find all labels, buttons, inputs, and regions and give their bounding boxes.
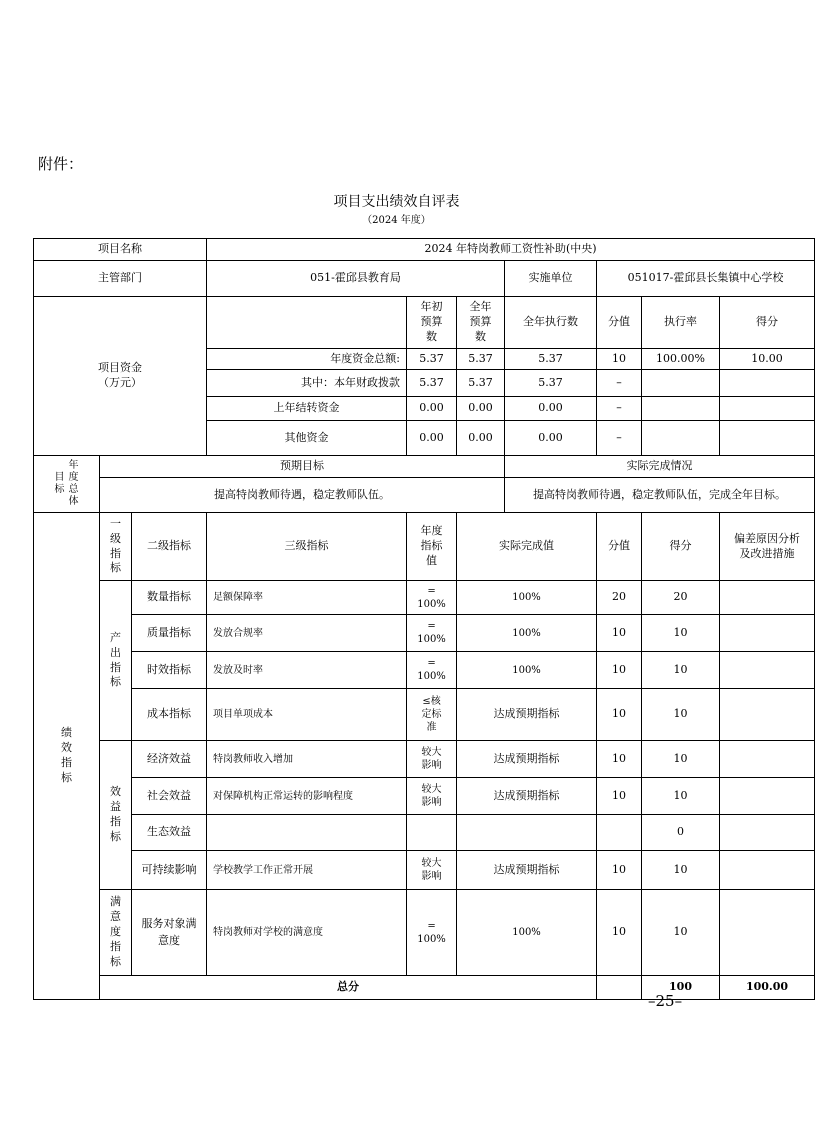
perf-row <box>34 851 815 890</box>
funds-row-score-val: – <box>597 397 642 421</box>
funds-row-full: 0.00 <box>457 397 505 421</box>
funds-row-init: 0.00 <box>407 397 457 421</box>
perf-score: 20 <box>642 581 720 615</box>
perf-l2: 服务对象满 意度 <box>132 890 207 976</box>
dept-row <box>34 261 815 297</box>
project-row <box>34 239 815 261</box>
perf-row <box>34 778 815 815</box>
project-label: 项目名称 <box>34 239 207 261</box>
perf-l2: 可持续影响 <box>132 851 207 890</box>
perf-score: 0 <box>642 815 720 851</box>
perf-group-output: 产 出 指 标 <box>100 581 132 741</box>
perf-score-val: 10 <box>597 890 642 976</box>
perf-l3: 学校教学工作正常开展 <box>207 851 407 890</box>
goal-content-row <box>34 478 815 513</box>
impl-label: 实施单位 <box>505 261 597 297</box>
perf-score-val: 10 <box>597 778 642 815</box>
perf-header-l1: 一 级 指 标 <box>100 513 132 581</box>
goal-actual-text: 提高特岗教师待遇，稳定教师队伍，完成全年目标。 <box>505 478 815 513</box>
funds-label: 项目资金 （万元） <box>34 297 207 456</box>
funds-row-rate <box>642 397 720 421</box>
funds-row-score <box>720 397 815 421</box>
perf-target: 较大 影响 <box>407 741 457 778</box>
perf-score-val: 10 <box>597 741 642 778</box>
funds-row-score-val: – <box>597 370 642 397</box>
perf-reason <box>720 778 815 815</box>
goal-label-a: 年 度 总 体 <box>68 460 79 507</box>
funds-header-row <box>34 297 815 349</box>
funds-row-init: 0.00 <box>407 421 457 456</box>
perf-l2: 质量指标 <box>132 615 207 652</box>
perf-score-val: 20 <box>597 581 642 615</box>
funds-row-full: 5.37 <box>457 370 505 397</box>
perf-reason <box>720 615 815 652</box>
funds-row-name: 年度资金总额: <box>207 349 407 370</box>
goal-header-row <box>34 456 815 478</box>
year-label: （2024 年度） <box>362 215 431 226</box>
perf-l3: 对保障机构正常运转的影响程度 <box>207 778 407 815</box>
perf-score-val <box>597 815 642 851</box>
perf-target: 较大 影响 <box>407 851 457 890</box>
total-blank <box>597 976 642 1000</box>
perf-score: 10 <box>642 741 720 778</box>
perf-header-score-val: 分值 <box>597 513 642 581</box>
perf-header-actual: 实际完成值 <box>457 513 597 581</box>
perf-label: 绩 效 指 标 <box>34 513 100 1000</box>
perf-score-val: 10 <box>597 851 642 890</box>
funds-row-rate <box>642 370 720 397</box>
perf-score: 10 <box>642 851 720 890</box>
perf-score: 10 <box>642 689 720 741</box>
funds-header-exec: 全年执行数 <box>505 297 597 349</box>
perf-reason <box>720 741 815 778</box>
perf-header-l3: 三级指标 <box>207 513 407 581</box>
perf-header-score: 得分 <box>642 513 720 581</box>
perf-actual: 达成预期指标 <box>457 689 597 741</box>
perf-target: ≤核 定标 准 <box>407 689 457 741</box>
perf-target: = 100% <box>407 615 457 652</box>
perf-actual: 100% <box>457 890 597 976</box>
funds-row-init: 5.37 <box>407 370 457 397</box>
funds-row-full: 0.00 <box>457 421 505 456</box>
perf-score-val: 10 <box>597 652 642 689</box>
funds-row-score-val: 10 <box>597 349 642 370</box>
perf-l2: 生态效益 <box>132 815 207 851</box>
funds-header-rate: 执行率 <box>642 297 720 349</box>
total-label: 总分 <box>100 976 597 1000</box>
goal-expected-label: 预期目标 <box>100 456 505 478</box>
perf-row <box>34 581 815 615</box>
goal-label-b: 目 标 <box>54 472 65 495</box>
perf-actual: 100% <box>457 652 597 689</box>
perf-header-target: 年度 指标 值 <box>407 513 457 581</box>
funds-row-rate: 100.00% <box>642 349 720 370</box>
goal-expected-text: 提高特岗教师待遇，稳定教师队伍。 <box>100 478 505 513</box>
page-number: –25– <box>648 992 683 1010</box>
funds-row-name: 上年结转资金 <box>207 397 407 421</box>
perf-actual: 达成预期指标 <box>457 851 597 890</box>
perf-l3 <box>207 815 407 851</box>
table-title: 项目支出绩效自评表 <box>333 194 460 210</box>
perf-reason <box>720 851 815 890</box>
perf-row <box>34 689 815 741</box>
perf-actual: 达成预期指标 <box>457 741 597 778</box>
perf-row <box>34 890 815 976</box>
perf-l3: 特岗教师对学校的满意度 <box>207 890 407 976</box>
total-score-val: 100 <box>642 976 720 1000</box>
perf-header-row <box>34 513 815 581</box>
perf-actual <box>457 815 597 851</box>
perf-l3: 项目单项成本 <box>207 689 407 741</box>
goal-actual-label: 实际完成情况 <box>505 456 815 478</box>
funds-row-exec: 5.37 <box>505 370 597 397</box>
perf-target: = 100% <box>407 890 457 976</box>
perf-row <box>34 652 815 689</box>
perf-header-reason: 偏差原因分析 及改进措施 <box>720 513 815 581</box>
perf-target: 较大 影响 <box>407 778 457 815</box>
perf-actual: 达成预期指标 <box>457 778 597 815</box>
perf-l3: 发放合规率 <box>207 615 407 652</box>
perf-group-benefit: 效 益 指 标 <box>100 741 132 890</box>
funds-header-init: 年初 预算 数 <box>407 297 457 349</box>
attachment-label: 附件： <box>38 155 84 173</box>
funds-header-score: 得分 <box>720 297 815 349</box>
perf-score-val: 10 <box>597 615 642 652</box>
project-value: 2024 年特岗教师工资性补助(中央) <box>207 239 815 261</box>
funds-row-exec: 0.00 <box>505 421 597 456</box>
perf-row <box>34 615 815 652</box>
perf-reason <box>720 689 815 741</box>
funds-header-full: 全年 预算 数 <box>457 297 505 349</box>
perf-group-satisfaction: 满 意 度 指 标 <box>100 890 132 976</box>
dept-value: 051-霍邱县教育局 <box>207 261 505 297</box>
perf-l2: 数量指标 <box>132 581 207 615</box>
self-evaluation-table <box>33 238 815 1000</box>
perf-score-val: 10 <box>597 689 642 741</box>
perf-target <box>407 815 457 851</box>
funds-row-score <box>720 370 815 397</box>
impl-value: 051017-霍邱县长集镇中心学校 <box>597 261 815 297</box>
perf-l2: 社会效益 <box>132 778 207 815</box>
funds-row-rate <box>642 421 720 456</box>
perf-reason <box>720 581 815 615</box>
perf-target: = 100% <box>407 581 457 615</box>
perf-target: = 100% <box>407 652 457 689</box>
funds-row-score <box>720 421 815 456</box>
perf-row <box>34 741 815 778</box>
perf-actual: 100% <box>457 581 597 615</box>
perf-score: 10 <box>642 890 720 976</box>
funds-row-exec: 5.37 <box>505 349 597 370</box>
funds-header-score-val: 分值 <box>597 297 642 349</box>
perf-l3: 发放及时率 <box>207 652 407 689</box>
perf-reason <box>720 652 815 689</box>
funds-row-name: 其他资金 <box>207 421 407 456</box>
perf-score: 10 <box>642 778 720 815</box>
funds-row-full: 5.37 <box>457 349 505 370</box>
funds-row-score: 10.00 <box>720 349 815 370</box>
perf-l3: 特岗教师收入增加 <box>207 741 407 778</box>
perf-l2: 成本指标 <box>132 689 207 741</box>
perf-actual: 100% <box>457 615 597 652</box>
perf-score: 10 <box>642 652 720 689</box>
funds-row-name: 其中：本年财政拨款 <box>207 370 407 397</box>
perf-l3: 足额保障率 <box>207 581 407 615</box>
perf-header-l2: 二级指标 <box>132 513 207 581</box>
goal-label <box>34 456 100 513</box>
funds-row-score-val: – <box>597 421 642 456</box>
perf-row <box>34 815 815 851</box>
perf-reason <box>720 815 815 851</box>
perf-l2: 时效指标 <box>132 652 207 689</box>
funds-row-exec: 0.00 <box>505 397 597 421</box>
perf-score: 10 <box>642 615 720 652</box>
total-row <box>34 976 815 1000</box>
funds-header-blank <box>207 297 407 349</box>
total-score: 100.00 <box>720 976 815 1000</box>
dept-label: 主管部门 <box>34 261 207 297</box>
funds-row-init: 5.37 <box>407 349 457 370</box>
perf-l2: 经济效益 <box>132 741 207 778</box>
perf-reason <box>720 890 815 976</box>
